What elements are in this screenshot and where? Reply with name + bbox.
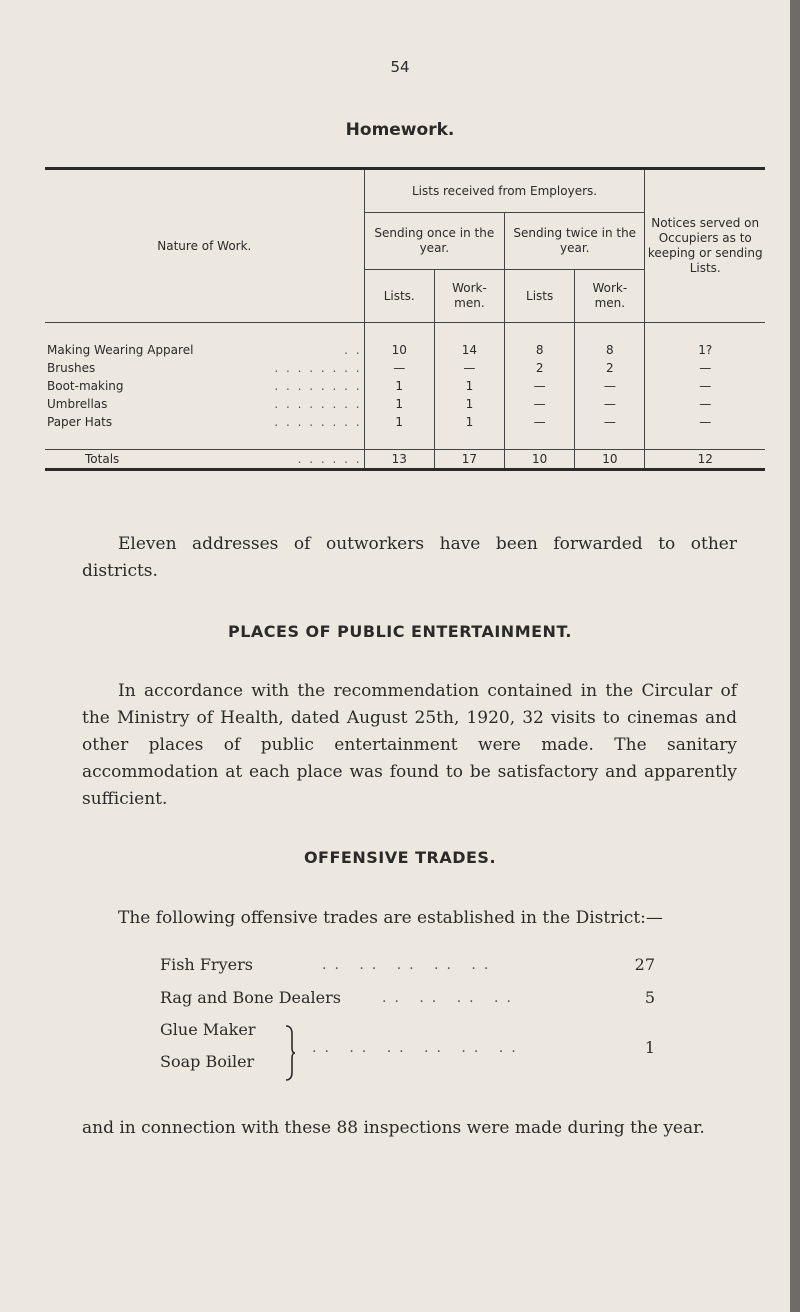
leader-dots: . . . . . . . . [274,361,362,375]
leader-dots: . . . . . . . . [274,379,362,393]
cell-twice-workmen: — [575,377,645,395]
trade-name: Glue Maker [160,1020,256,1039]
header-sending-once: Sending once in the year. [364,213,504,270]
header-sending-twice: Sending twice in the year. [505,213,645,270]
cell-once-workmen: — [434,359,504,377]
page-title: Homework. [345,120,455,140]
leader-dots: . . . . . . . . [274,397,362,411]
table-row [45,413,765,431]
leader-dots: . . . . . . [297,452,362,466]
paragraph-outworkers: Eleven addresses of outworkers have been forwarded to other districts. [82,534,737,581]
leader-dots: . . . . . . . . [274,415,362,429]
page-number: 54 [390,58,410,76]
leader-dots: .. .. .. .. [382,990,519,1006]
paragraph-entertainment: In accordance with the recommendation contained in the Circular of the Ministry of Health, dated August 25th, 1920, 32 visits to cinemas and other places of public entertainment were made. The sanitary accommodation at each place was found to be satisfactory and apparently sufficient. [82,681,737,809]
cell-notices: — [645,377,765,395]
cell-once-lists: — [364,359,434,377]
cell-twice-lists: 2 [505,359,575,377]
cell-notices: — [645,395,765,413]
row-name: Boot-making [47,379,124,393]
trade-name: Fish Fryers [160,955,253,974]
trade-count: 27 [634,955,655,974]
cell-twice-workmen: — [575,395,645,413]
trade-name: Rag and Bone Dealers [160,988,341,1007]
trade-name: Soap Boiler [160,1052,255,1071]
cell-once-workmen: 1 [434,413,504,431]
table-row [45,377,765,395]
table-row [45,359,765,377]
cell-twice-lists: — [505,395,575,413]
totals-row [45,450,765,470]
row-name: Making Wearing Apparel [47,343,194,357]
cell-once-lists: 10 [364,341,434,359]
header-lists-received: Lists received from Employers. [364,169,645,213]
paragraph-offensive-intro: The following offensive trades are established in the District:— [118,908,663,928]
homework-table [45,167,765,471]
cell-notices: — [645,359,765,377]
cell-once-lists: 1 [364,413,434,431]
cell-notices: 1? [645,341,765,359]
cell-notices: — [645,413,765,431]
cell-once-workmen: 1 [434,395,504,413]
row-name: Paper Hats [47,415,113,429]
cell-twice-lists: — [505,413,575,431]
paragraph-inspections: and in connection with these 88 inspections were made during the year. [82,1118,705,1138]
cell-once-workmen: 14 [434,341,504,359]
heading-public-entertainment: PLACES OF PUBLIC ENTERTAINMENT. [227,622,572,641]
cell-twice-workmen: — [575,413,645,431]
cell-twice-workmen: 2 [575,359,645,377]
heading-offensive-trades: OFFENSIVE TRADES. [303,848,497,867]
cell-once-lists: 1 [364,377,434,395]
header-twice-lists: Lists [505,270,575,323]
total-once-workmen: 17 [434,450,504,470]
cell-twice-lists: — [505,377,575,395]
page-edge [790,0,800,1312]
table-row [45,341,765,359]
table-row [45,395,765,413]
leader-dots: . . [344,343,362,357]
total-twice-lists: 10 [505,450,575,470]
brace-icon [283,1024,297,1082]
trade-count: 1 [644,1038,655,1057]
header-once-workmen: Work- men. [434,270,504,323]
leader-dots: .. .. .. .. .. .. [312,1040,524,1056]
total-once-lists: 13 [364,450,434,470]
cell-twice-workmen: 8 [575,341,645,359]
cell-once-lists: 1 [364,395,434,413]
row-name: Umbrellas [47,397,108,411]
header-nature-of-work: Nature of Work. [45,169,364,323]
total-notices: 12 [645,450,765,470]
trade-count: 5 [644,988,655,1007]
totals-label: Totals [85,452,120,466]
cell-twice-lists: 8 [505,341,575,359]
row-name: Brushes [47,361,96,375]
header-notices: Notices served on Occupiers as to keeping or sending Lists. [645,169,765,323]
leader-dots: .. .. .. .. .. [322,957,497,973]
header-twice-workmen: Work- men. [575,270,645,323]
cell-once-workmen: 1 [434,377,504,395]
total-twice-workmen: 10 [575,450,645,470]
header-once-lists: Lists. [364,270,434,323]
